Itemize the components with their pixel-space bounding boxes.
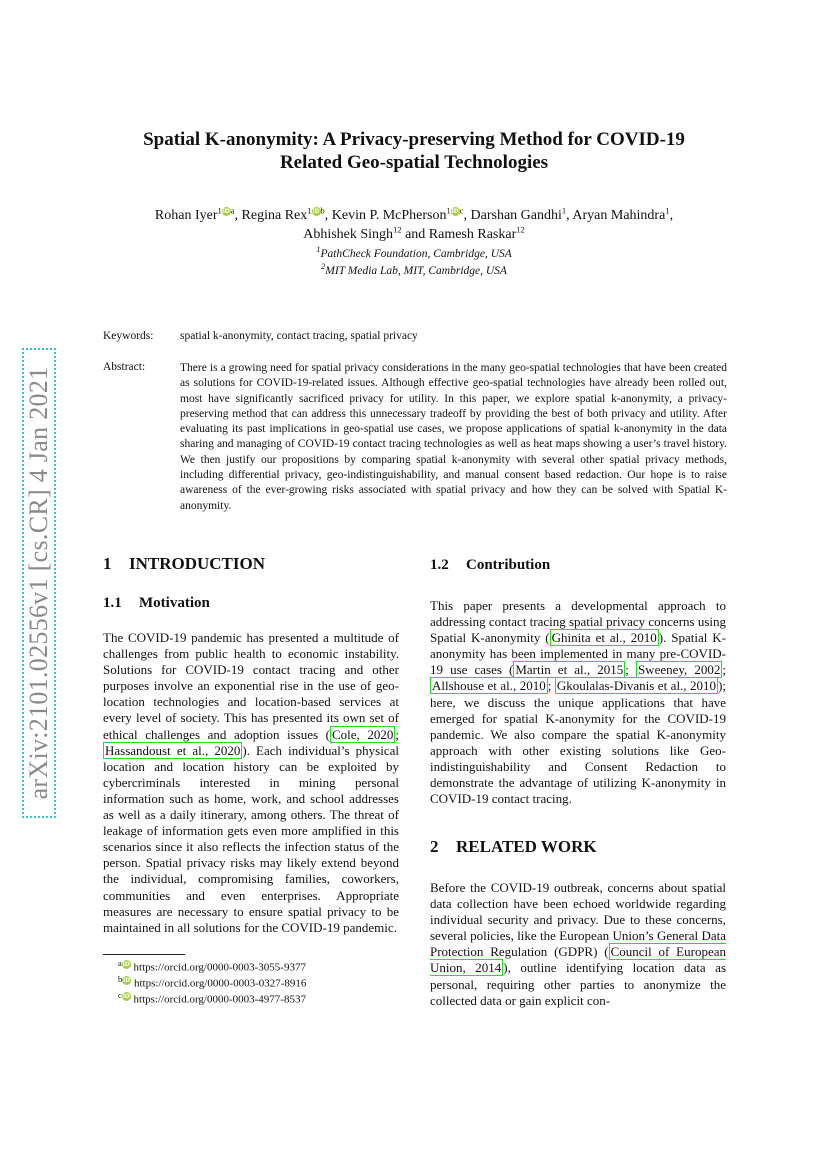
citation-link[interactable]: Council of European Union, 2014 — [430, 944, 726, 976]
orcid-icon[interactable]: iD — [312, 208, 320, 216]
affil-mark: 12 — [516, 224, 525, 235]
affil-mark: 1 — [665, 205, 670, 216]
footnote-mark: b — [320, 205, 325, 216]
footnote-rule — [103, 954, 185, 955]
paragraph-text: ). Spatial K-anonymity has been implemented in many pre-COVID-19 use cases ( — [430, 630, 726, 678]
author-name: Abhishek Singh — [303, 227, 394, 242]
affiliation-2 — [80, 261, 748, 277]
footnote-a — [118, 960, 306, 974]
citation-link[interactable]: Cole, 2020 — [332, 726, 394, 742]
affil-mark: 12 — [393, 224, 402, 235]
subsection-heading-motivation — [103, 595, 210, 612]
orcid-icon[interactable]: iD — [451, 208, 459, 216]
section-heading-related-work — [430, 837, 597, 857]
orcid-icon: iD — [122, 993, 130, 1000]
author-name: Aryan Mahindra — [572, 208, 666, 223]
paper-title — [80, 128, 748, 174]
affil-mark: 1 — [446, 205, 451, 216]
footnote-b — [118, 976, 306, 990]
paragraph-text: ). Each individual’s physical location and location history can be exploited by cybercriminals interested in mining personal information such as home, work, and school addresses as well as a daily itinerary, among others. The threat of leakage of information gets even more amplified in this scenarios since it also reflects the infection status of the person. Spatial privacy risks may likely extend beyond the individual, compromising families, coworkers, communities and even enterprises. Appropriate measures are necessary to ensure spatial privacy to be maintained in all solutions for the COVID-19 pandemic. — [103, 742, 399, 935]
citation-link[interactable]: Hassandoust et al., 2020 — [105, 742, 241, 758]
citation-link[interactable]: Martin et al., 2015 — [515, 662, 624, 678]
orcid-url[interactable]: https://orcid.org/0000-0003-4977-8537 — [133, 993, 306, 1006]
author-conjunction: and — [405, 227, 426, 242]
footnote-mark: c — [459, 205, 464, 216]
subsection-number: 1.1 — [103, 595, 122, 611]
author-name: Darshan Gandhi — [470, 208, 562, 223]
affil-number: 1 — [316, 244, 321, 255]
footnote-mark: b — [118, 974, 123, 984]
paragraph-text: The COVID-19 pandemic has presented a multitude of challenges from public health to economic instability. Solutions for COVID-19 contact tracing and other purposes involve an exponential rise in the use of geo-location technologies and location-based services at every level of society. This has presented its own set of ethical challenges and adoption issues ( — [103, 630, 399, 742]
section-number: 2 — [430, 837, 439, 856]
footnote-mark: c — [118, 990, 122, 1000]
citation-link[interactable]: Gkoulalas-Divanis et al., 2010 — [556, 678, 717, 694]
paragraph-text: ), outline identifying location data as personal, requiring other parties to anonymize the collected data or gain explicit con- — [430, 960, 726, 1008]
subsection-heading-contribution — [430, 557, 550, 574]
author-line-1: Rohan $Iyer^1iD^a$, Regina $Rex^1iD^b$, Kevin P. $McPherson^1iD^c$, Darshan Gandhi$^1$, Aryan Mahindra$^1$, — [154, 205, 674, 223]
paragraph-text: ; — [625, 662, 636, 678]
author-name: Rohan Iyer — [154, 208, 218, 223]
orcid-icon: iD — [122, 961, 130, 968]
abstract-label: Abstract: — [103, 361, 146, 373]
affil-text: MIT Media Lab, MIT, Cambridge, USA — [325, 265, 507, 277]
section-number: 1 — [103, 554, 112, 573]
title-line-2: Related Geo-spatial Technologies — [279, 152, 549, 173]
affil-number: 2 — [321, 261, 326, 272]
orcid-url[interactable]: https://orcid.org/0000-0003-0327-8916 — [134, 977, 307, 990]
paragraph-text: Before the COVID-19 outbreak, concerns about spatial data collection have been echoed worldwide regarding individual security and privacy. Due to these concerns, several policies, like the European Union’s General Data Protection Regulation (GDPR) ( — [430, 880, 726, 960]
paragraph-text: ; — [722, 662, 726, 678]
affil-mark: 1 — [561, 205, 567, 216]
subsection-number: 1.2 — [430, 557, 449, 573]
arxiv-stamp-text[interactable]: arXiv:2101.02556v1 [cs.CR] 4 Jan 2021 — [24, 366, 53, 800]
title-line-1: Spatial K-anonymity: A Privacy-preserving Method for COVID-19 — [143, 129, 685, 150]
author-list — [80, 206, 748, 244]
affil-text: PathCheck Foundation, Cambridge, USA — [320, 248, 512, 260]
subsection-title: Contribution — [466, 557, 551, 573]
section-title: RELATED WORK — [456, 837, 597, 856]
author-line-2 — [80, 225, 748, 244]
affiliation-1 — [80, 244, 748, 260]
author-name: Kevin P. McPherson — [331, 208, 447, 223]
citation-link[interactable]: Sweeney, 2002 — [637, 662, 721, 678]
citation-link[interactable]: Allshouse et al., 2010 — [432, 678, 546, 694]
author-name: Regina Rex — [241, 208, 308, 223]
related-work-paragraph — [430, 880, 726, 1009]
footnote-c — [118, 992, 306, 1006]
contribution-paragraph — [430, 598, 726, 807]
citation-link[interactable]: Ghinita et al., 2010 — [551, 630, 657, 646]
paragraph-text: ; — [547, 678, 555, 694]
footnote-mark: a — [230, 205, 235, 216]
paragraph-text: ); here, we discuss the unique applications that have emerged for spatial K-anonymity for the COVID-19 pandemic. We also compare the spatial K-anonymity approach with other existing solutions like Geo-indistinguishability and Consent Redaction to demonstrate the advantage of utilizing K-anonymity in COVID-19 contact tracing. — [430, 678, 727, 807]
paragraph-text: ; — [395, 726, 399, 742]
orcid-icon[interactable]: iD — [222, 208, 230, 216]
orcid-icon: iD — [123, 977, 131, 984]
subsection-title: Motivation — [139, 595, 210, 611]
orcid-url[interactable]: https://orcid.org/0000-0003-3055-9377 — [133, 961, 306, 974]
paragraph-text: This paper presents a developmental approach to addressing contact tracing spatial privacy concerns using Spatial K-anonymity ( — [430, 598, 727, 646]
motivation-paragraph — [103, 630, 399, 936]
keywords-label: Keywords: — [103, 330, 154, 342]
section-heading-introduction — [103, 554, 265, 574]
keywords-text: spatial k-anonymity, contact tracing, spatial privacy — [180, 330, 418, 342]
footnote-mark: a — [118, 958, 122, 968]
author-name: Ramesh Raskar — [428, 227, 517, 242]
abstract-text: There is a growing need for spatial privacy considerations in the many geo-spatial technologies that have been created as solutions for COVID-19-related issues. Although effective geo-spatial technologies have already been rolled out, most have significantly sacrificed privacy for utility. In this paper, we explore spatial k-anonymity, a privacy-preserving method that can address this unnecessary tradeoff by providing the best of both privacy and utility. After evaluating its past implications in geo-spatial use cases, we propose applications of spatial k-anonymity in the data sharing and managing of COVID-19 contact tracing technologies as well as heat maps showing a user’s travel history. We then justify our propositions by comparing spatial k-anonymity with several other spatial privacy methods, including differential privacy, geo-indistinguishability, and manual consent based redaction. Our hope is to raise awareness of the ever-growing risks associated with spatial privacy and how they can be solved with Spatial K-anonymity. — [180, 362, 727, 512]
section-title: INTRODUCTION — [129, 554, 266, 573]
affil-mark: 1 — [307, 205, 312, 216]
arxiv-stamp-link-box[interactable] — [22, 348, 56, 818]
affil-mark: 1 — [217, 205, 222, 216]
